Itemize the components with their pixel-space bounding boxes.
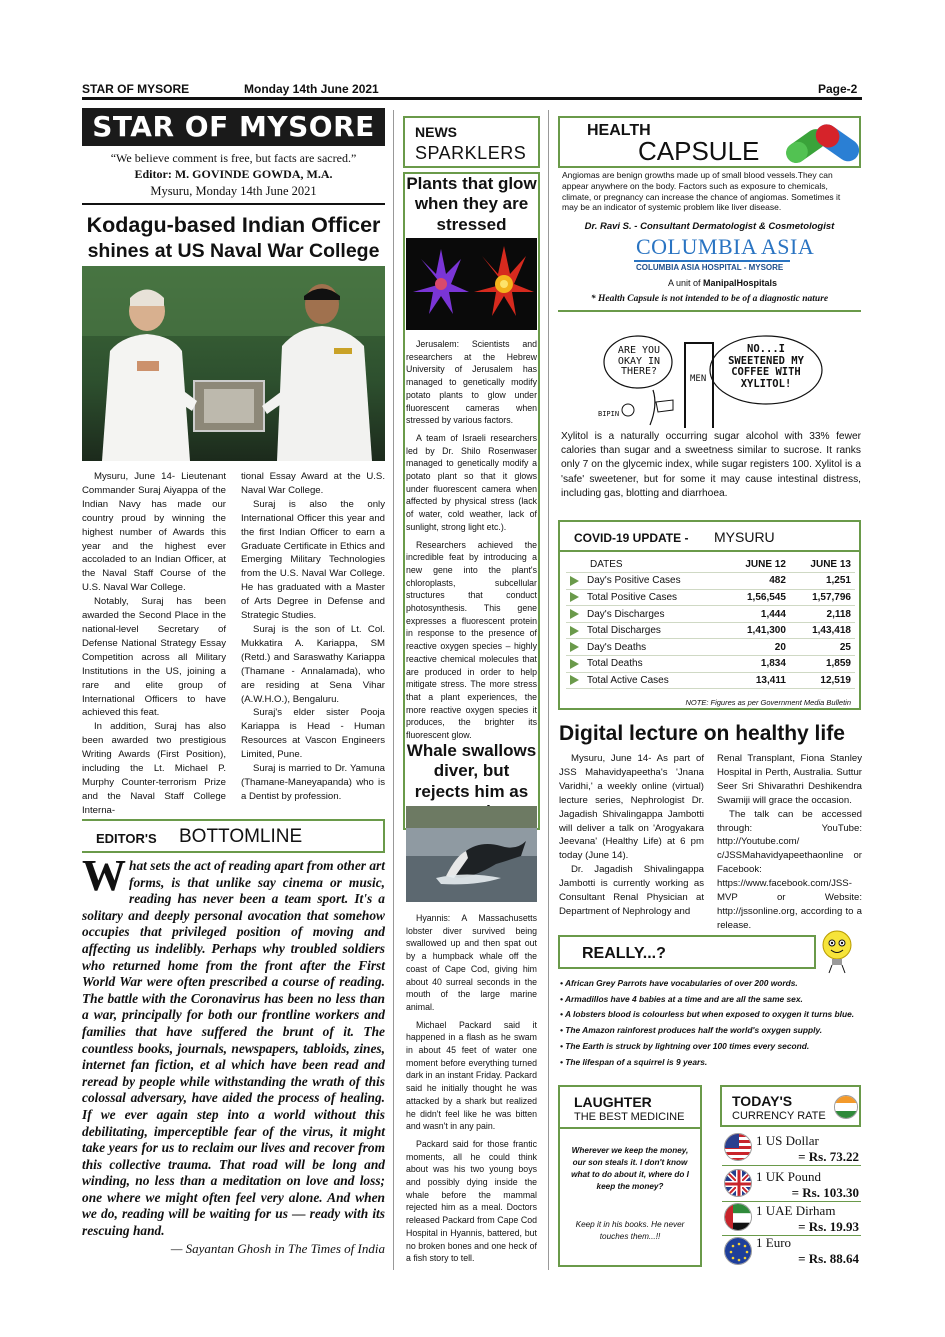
glowing-plants-image xyxy=(406,238,537,330)
health-disclaimer: * Health Capsule is not intended to be of a diagnostic nature xyxy=(590,294,829,304)
really-label-box xyxy=(558,935,816,969)
covid-row xyxy=(566,606,855,623)
lead-paragraph: tional Essay Award at the U.S. Naval War College. xyxy=(241,471,385,496)
covid-row-label: Day's Positive Cases xyxy=(587,575,681,587)
masthead-dateline: Mysuru, Monday 14th June 2021 xyxy=(150,184,317,198)
covid-value: 482 xyxy=(725,573,790,590)
editorial-label-box xyxy=(82,819,385,853)
editorial-label-small: EDITOR'S xyxy=(96,831,157,846)
lead-column-1 xyxy=(82,470,226,818)
covid-row-label: Day's Deaths xyxy=(587,641,647,653)
cartoon-bubble-right: NO...I SWEETENED MY COFFEE WITH XYLITOL! xyxy=(728,343,804,390)
currency-divider xyxy=(722,1165,861,1166)
masthead-logo: STAR OF MYSORE xyxy=(82,108,385,146)
health-doctor: Dr. Ravi S. - Consultant Dermatologist & Cosmetologist xyxy=(584,221,835,232)
covid-title-bar xyxy=(560,522,859,552)
lightbulb-icon xyxy=(815,928,859,974)
uk-flag-icon xyxy=(724,1169,752,1197)
currency-rates xyxy=(720,1131,861,1267)
covid-value: 25 xyxy=(790,639,855,656)
covid-row-label: Day's Discharges xyxy=(587,608,665,620)
glowing-plants-photo xyxy=(406,238,537,330)
laughter-joke-answer: Keep it in his books. He never touches them...!! xyxy=(575,1220,685,1241)
covid-row xyxy=(566,622,855,639)
lead-paragraph: Mysuru, June 14- Lieutenant Commander Suraj Aiyappa of the Indian Navy has made our country proud by winning the highest number of Awards this year and the highest ever accoladed to an Indian Officer, at the Naval Staff Course of the U.S. Naval War College. xyxy=(82,471,226,594)
hospital-unit-name: ManipalHospitals xyxy=(703,278,778,288)
lead-headline-line1: Kodagu-based Indian Officer xyxy=(86,213,381,237)
lead-paragraph: In addition, Suraj has also been awarded two prestigious Writing Awards (First Position), including the Lt. Michael P. Murphy Counter-terrorism Prize and the Naval Staff College Interna- xyxy=(82,721,226,816)
currency-divider xyxy=(722,1235,861,1236)
really-label: REALLY...? xyxy=(582,945,666,962)
currency-sublabel: CURRENCY RATE xyxy=(732,1110,826,1122)
lead-paragraph: Notably, Suraj has been awarded the Second Place in the national-level Secretary of Defense National Strategy Essay Competition across all Military Institutions in the US, joining a rare and elite group of International Officers to have achieved this feat. xyxy=(82,596,226,719)
arrow-icon xyxy=(570,675,579,685)
header-page-number: Page-2 xyxy=(818,82,858,96)
column-divider xyxy=(548,110,549,1270)
really-fact: • African Grey Parrots have vocabularies of over 200 words. xyxy=(560,978,798,988)
covid-value: 1,41,300 xyxy=(725,622,790,639)
currency-divider xyxy=(722,1201,861,1202)
sparklers-paragraph: Researchers achieved the incredible feat by introducing a new gene into the plant's chloroplasts, subcellular structures that conduct photosynthesis. This gene expresses a fluorescent protein in response to the presence of reactive oxygen species – highly reactive chemical molecules that are produced in order to help mitigate stress. The more stress that a plant experiences, the more reactive oxygen species it produces, the brighter its fluorescent glow. xyxy=(406,539,537,741)
covid-row-label: Total Deaths xyxy=(587,658,643,670)
currency-value: = Rs. 73.22 xyxy=(798,1149,859,1164)
currency-value: = Rs. 19.93 xyxy=(798,1219,859,1234)
covid-table xyxy=(566,556,855,689)
covid-header-june12: JUNE 12 xyxy=(725,556,790,573)
arrow-icon xyxy=(570,659,579,669)
covid-value: 1,57,796 xyxy=(790,589,855,606)
currency-name: 1 US Dollar xyxy=(756,1133,819,1148)
masthead-editor: Editor: M. GOVINDE GOWDA, M.A. xyxy=(134,167,333,181)
arrow-icon xyxy=(570,609,579,619)
sparklers-paragraph: Michael Packard said it happened in a flash as he swam in about 45 feet of water one moment before everything turned dark in an instant Friday. Packard said he initially thought he was attacked by a shark but realized he didn't feel like he was bitten and wasn't in any pain. xyxy=(406,1019,537,1132)
eu-flag-icon xyxy=(724,1237,752,1265)
really-fact: • The lifespan of a squirrel is 9 years. xyxy=(560,1056,708,1067)
cartoon-caption: Xylitol is a naturally occurring sugar alcohol with 33% fewer calories than sugar and a sweetness similar to sucrose. It ranks only 7 on the glycemic index, while sugar registers 100. Xylitol is a 'safe' sweetener, but for some it may cause intestinal distress, including gas, blotting and diarrhoea. xyxy=(561,431,861,499)
covid-row-label: Total Active Cases xyxy=(587,674,669,686)
xylitol-cartoon xyxy=(598,330,824,428)
health-text: Angiomas are benign growths made up of small blood vessels.They can appear anywhere on the body. Factors such as exposure to chemicals, climate, or pregnancy can increase the chance of angiomas. Sometimes it may be an indicator of systemic problem like liver disease. xyxy=(562,170,841,213)
header-paper-name: STAR OF MYSORE xyxy=(82,82,190,96)
india-flag-icon xyxy=(834,1095,858,1119)
sparklers-label-news: NEWS xyxy=(415,124,457,140)
health-rule xyxy=(558,310,861,312)
lead-paragraph: Suraj is also the only International Officer this year and the first Indian Officer to earn a Graduate Certificate in Ethics and Emerging Military Technologies from the U.S. Naval War College. He has graduated with a Master of Arts Degree in Defense and Strategic Studies. xyxy=(241,498,385,622)
lead-paragraph: Suraj is married to Dr. Yamuna (Thamane-Maneyapanda) who is a Dentist by profession. xyxy=(241,763,385,802)
covid-value: 1,251 xyxy=(790,573,855,590)
health-label-capsule: CAPSULE xyxy=(638,136,760,166)
sparklers-story1-body xyxy=(406,338,537,747)
sparklers-story2-headline: Whale swallows diver, but rejects him as xyxy=(406,741,537,801)
covid-header-row xyxy=(566,556,855,573)
covid-update-box xyxy=(558,520,861,710)
laughter-title-bar xyxy=(560,1087,700,1129)
column-divider xyxy=(393,110,394,1270)
sparklers-story1-headline: Plants that glow when they are stressed xyxy=(406,174,537,234)
columbia-asia-logo: COLUMBIA ASIA xyxy=(636,234,815,259)
currency-value: = Rs. 88.64 xyxy=(798,1251,859,1266)
lead-column-2 xyxy=(241,470,385,804)
currency-label-box xyxy=(720,1085,861,1127)
masthead-motto: “We believe comment is free, but facts are sacred.” xyxy=(110,151,357,165)
humpback-whale-image xyxy=(406,806,537,902)
sparklers-paragraph: Hyannis: A Massachusetts lobster diver survived being swallowed up and then spat out by a humpback whale off the coast of Cape Cod, giving him about 40 surreal seconds in the mouth of the large marine animal. xyxy=(406,913,537,1012)
editorial-label-big: BOTTOMLINE xyxy=(179,826,303,847)
covid-row-label: Total Discharges xyxy=(587,625,661,637)
really-fact: • The Amazon rainforest produces half the world's oxygen supply. xyxy=(560,1025,823,1036)
covid-value: 1,56,545 xyxy=(725,589,790,606)
covid-value: 1,859 xyxy=(790,656,855,673)
sparklers-label-sparklers: SPARKLERS xyxy=(415,143,527,163)
cartoon-bubble-left: ARE YOU OKAY IN THERE? xyxy=(617,345,661,377)
hospital-unit-prefix: A unit of xyxy=(668,278,701,288)
editorial-body xyxy=(82,851,385,1240)
lead-headline-line2: shines at US Naval War College xyxy=(87,240,380,262)
lecture-paragraph: Dr. Jagadish Shivalingappa Jambotti is currently working as Consultant Renal Physician at Department of Nephrology and xyxy=(559,864,704,917)
laughter-joke-question: Wherever we keep the money, our son steals it. I don't know what to do about it, where do I keep the money? xyxy=(571,1146,689,1191)
laughter-sublabel: THE BEST MEDICINE xyxy=(574,1111,685,1123)
arrow-icon xyxy=(570,576,579,586)
covid-value: 20 xyxy=(725,639,790,656)
lead-paragraph: Suraj's elder sister Pooja Kariappa is Head - Human Resources at Vascon Engineers Limited, Pune. xyxy=(241,707,385,761)
uae-flag-icon xyxy=(724,1203,752,1231)
covid-row-label: Total Positive Cases xyxy=(587,591,678,603)
covid-row xyxy=(566,639,855,656)
lecture-paragraph: Renal Transplant, Fiona Stanley Hospital in Perth, Australia. Suttur Seer Sri Shivarathri Deshikendra Swamiji will grace the occasion. xyxy=(717,753,862,806)
editorial-credit: — Sayantan Ghosh in The Times of India xyxy=(170,1241,385,1256)
really-fact: • The Earth is struck by lightning over 100 times every second. xyxy=(560,1040,810,1051)
covid-note: NOTE: Figures as per Government Media Bulletin xyxy=(685,698,851,707)
really-fact: • Armadillos have 4 babies at a time and are all the same sex. xyxy=(560,993,803,1004)
covid-header-june13: JUNE 13 xyxy=(790,556,855,573)
lecture-column-2 xyxy=(717,752,862,933)
editorial-dropcap: W xyxy=(82,851,126,900)
health-label-box xyxy=(558,116,861,168)
lecture-headline: Digital lecture on healthy life xyxy=(559,722,845,745)
hospital-unit xyxy=(668,278,777,288)
covid-place: MYSURU xyxy=(714,529,775,545)
laughter-label: LAUGHTER xyxy=(574,1094,652,1110)
whale-photo xyxy=(406,806,537,902)
covid-row xyxy=(566,672,855,689)
really-facts-list xyxy=(560,976,860,1070)
cartoon-door-sign: MEN xyxy=(690,374,707,384)
covid-row xyxy=(566,656,855,673)
header-date: Monday 14th June 2021 xyxy=(244,82,379,96)
sparklers-label-box xyxy=(403,116,540,168)
cartoon-signature: BIPIN xyxy=(598,410,620,418)
currency-name: 1 Euro xyxy=(756,1235,792,1250)
sparklers-paragraph: Jerusalem: Scientists and researchers at the Hebrew University of Jerusalem has managed to genetically modify potato plants to glow under fluorescent cameras when stressed by various factors. xyxy=(406,339,537,426)
arrow-icon xyxy=(570,592,579,602)
currency-label: TODAY'S xyxy=(732,1093,793,1109)
editorial-text: hat sets the act of reading apart from other art forms, is that unlike say cinema or music, reading has never been a team sport. It's a solitary and deeply personal avocation that somehow occupies that privileged position of moving and affecting us indelibly. Perhaps why troubled soldiers who returned home from the front after the First World War were often prescribed a course of reading. The battle with the Coronavirus has been no less than a war, principally for both our frontline workers and families that have suffered the brunt of it. The countless books, journals, newspapers, tabloids, zines, internet fan fiction, et al which have been read and reread by people while withstanding the wrath of this colossal adversary, have aided the process of healing. If we ever again step into a world without this debilitating, imperceptible fear of the virus, it might take years for us to reclaim our lives and recover from this collective trauma. That road will be long and winding, no less than a meditation on love and loss; one where we might often feel very alone. And when we do, reading will be waiting for us — ready with its rescuing hand. xyxy=(82,858,385,1239)
us-flag-icon xyxy=(724,1133,752,1161)
capsule-icon xyxy=(780,114,864,170)
lead-photo xyxy=(82,266,385,461)
hospital-logo-rule xyxy=(634,260,790,262)
covid-row xyxy=(566,589,855,606)
hospital-subtitle: COLUMBIA ASIA HOSPITAL - MYSORE xyxy=(636,263,784,272)
covid-value: 1,43,418 xyxy=(790,622,855,639)
covid-value: 1,834 xyxy=(725,656,790,673)
covid-value: 2,118 xyxy=(790,606,855,623)
lecture-column-1 xyxy=(559,752,704,919)
health-label-health: HEALTH xyxy=(587,122,651,139)
arrow-icon xyxy=(570,642,579,652)
naval-officers-photo xyxy=(82,266,385,461)
covid-row xyxy=(566,573,855,590)
lecture-paragraph: The talk can be accessed through: YouTube: http://Youtube.com/ c/JSSMahavidyapeethaonline or Facebook: https://www.facebook.com/JSS-MVP or Website: http://jssonline.org, according to a release. xyxy=(717,808,862,931)
header-rule xyxy=(82,97,862,100)
masthead-rule xyxy=(82,203,385,205)
covid-header-dates: DATES xyxy=(566,556,725,573)
lead-paragraph: Suraj is the son of Lt. Col. Mukkatira A. Kariappa, SM (Retd.) and Saraswathy Kariappa (Thamane - Annalamada), who are residing at Sena Vihar (A.W.H.O.), Bengaluru. xyxy=(241,623,385,705)
covid-value: 12,519 xyxy=(790,672,855,689)
lecture-paragraph: Mysuru, June 14- As part of JSS Mahavidyapeetha's 'Jnana Varidhi,' a weekly online (virtual) lecture series, Nephrologist Dr. Jagadish Shivalingappa Jambotti will deliver a talk on 'Arogyakara Jeevana' (Healthy Life) at 6 pm today (June 14). xyxy=(559,753,704,862)
arrow-icon xyxy=(570,626,579,636)
currency-value: = Rs. 103.30 xyxy=(791,1185,859,1200)
laughter-box xyxy=(558,1085,702,1267)
covid-value: 1,444 xyxy=(725,606,790,623)
covid-value: 13,411 xyxy=(725,672,790,689)
covid-title: COVID-19 UPDATE - xyxy=(574,531,689,545)
currency-name: 1 UAE Dirham xyxy=(756,1203,836,1218)
sparklers-paragraph: A team of Israeli researchers led by Dr. Shilo Rosenwaser managed to genetically modify a potato plant so that it glows under fluorescent camera when affected by physical stress (lack of water, cold weather, lack of sunlight, strong light etc.). xyxy=(406,432,537,532)
really-fact: • A lobsters blood is colourless but when exposed to oxygen it turns blue. xyxy=(560,1009,855,1020)
sparklers-story2-body xyxy=(406,912,537,1270)
currency-name: 1 UK Pound xyxy=(756,1169,822,1184)
sparklers-paragraph: Packard said for those frantic moments, all he could think about was his two young boys and possibly dying inside the whale before the mammal rejected him as a meal. Doctors released Packard from Cape Cod Hospital in Hyannis, battered, but no broken bones and one heck of a fish story to tell. xyxy=(406,1138,537,1264)
